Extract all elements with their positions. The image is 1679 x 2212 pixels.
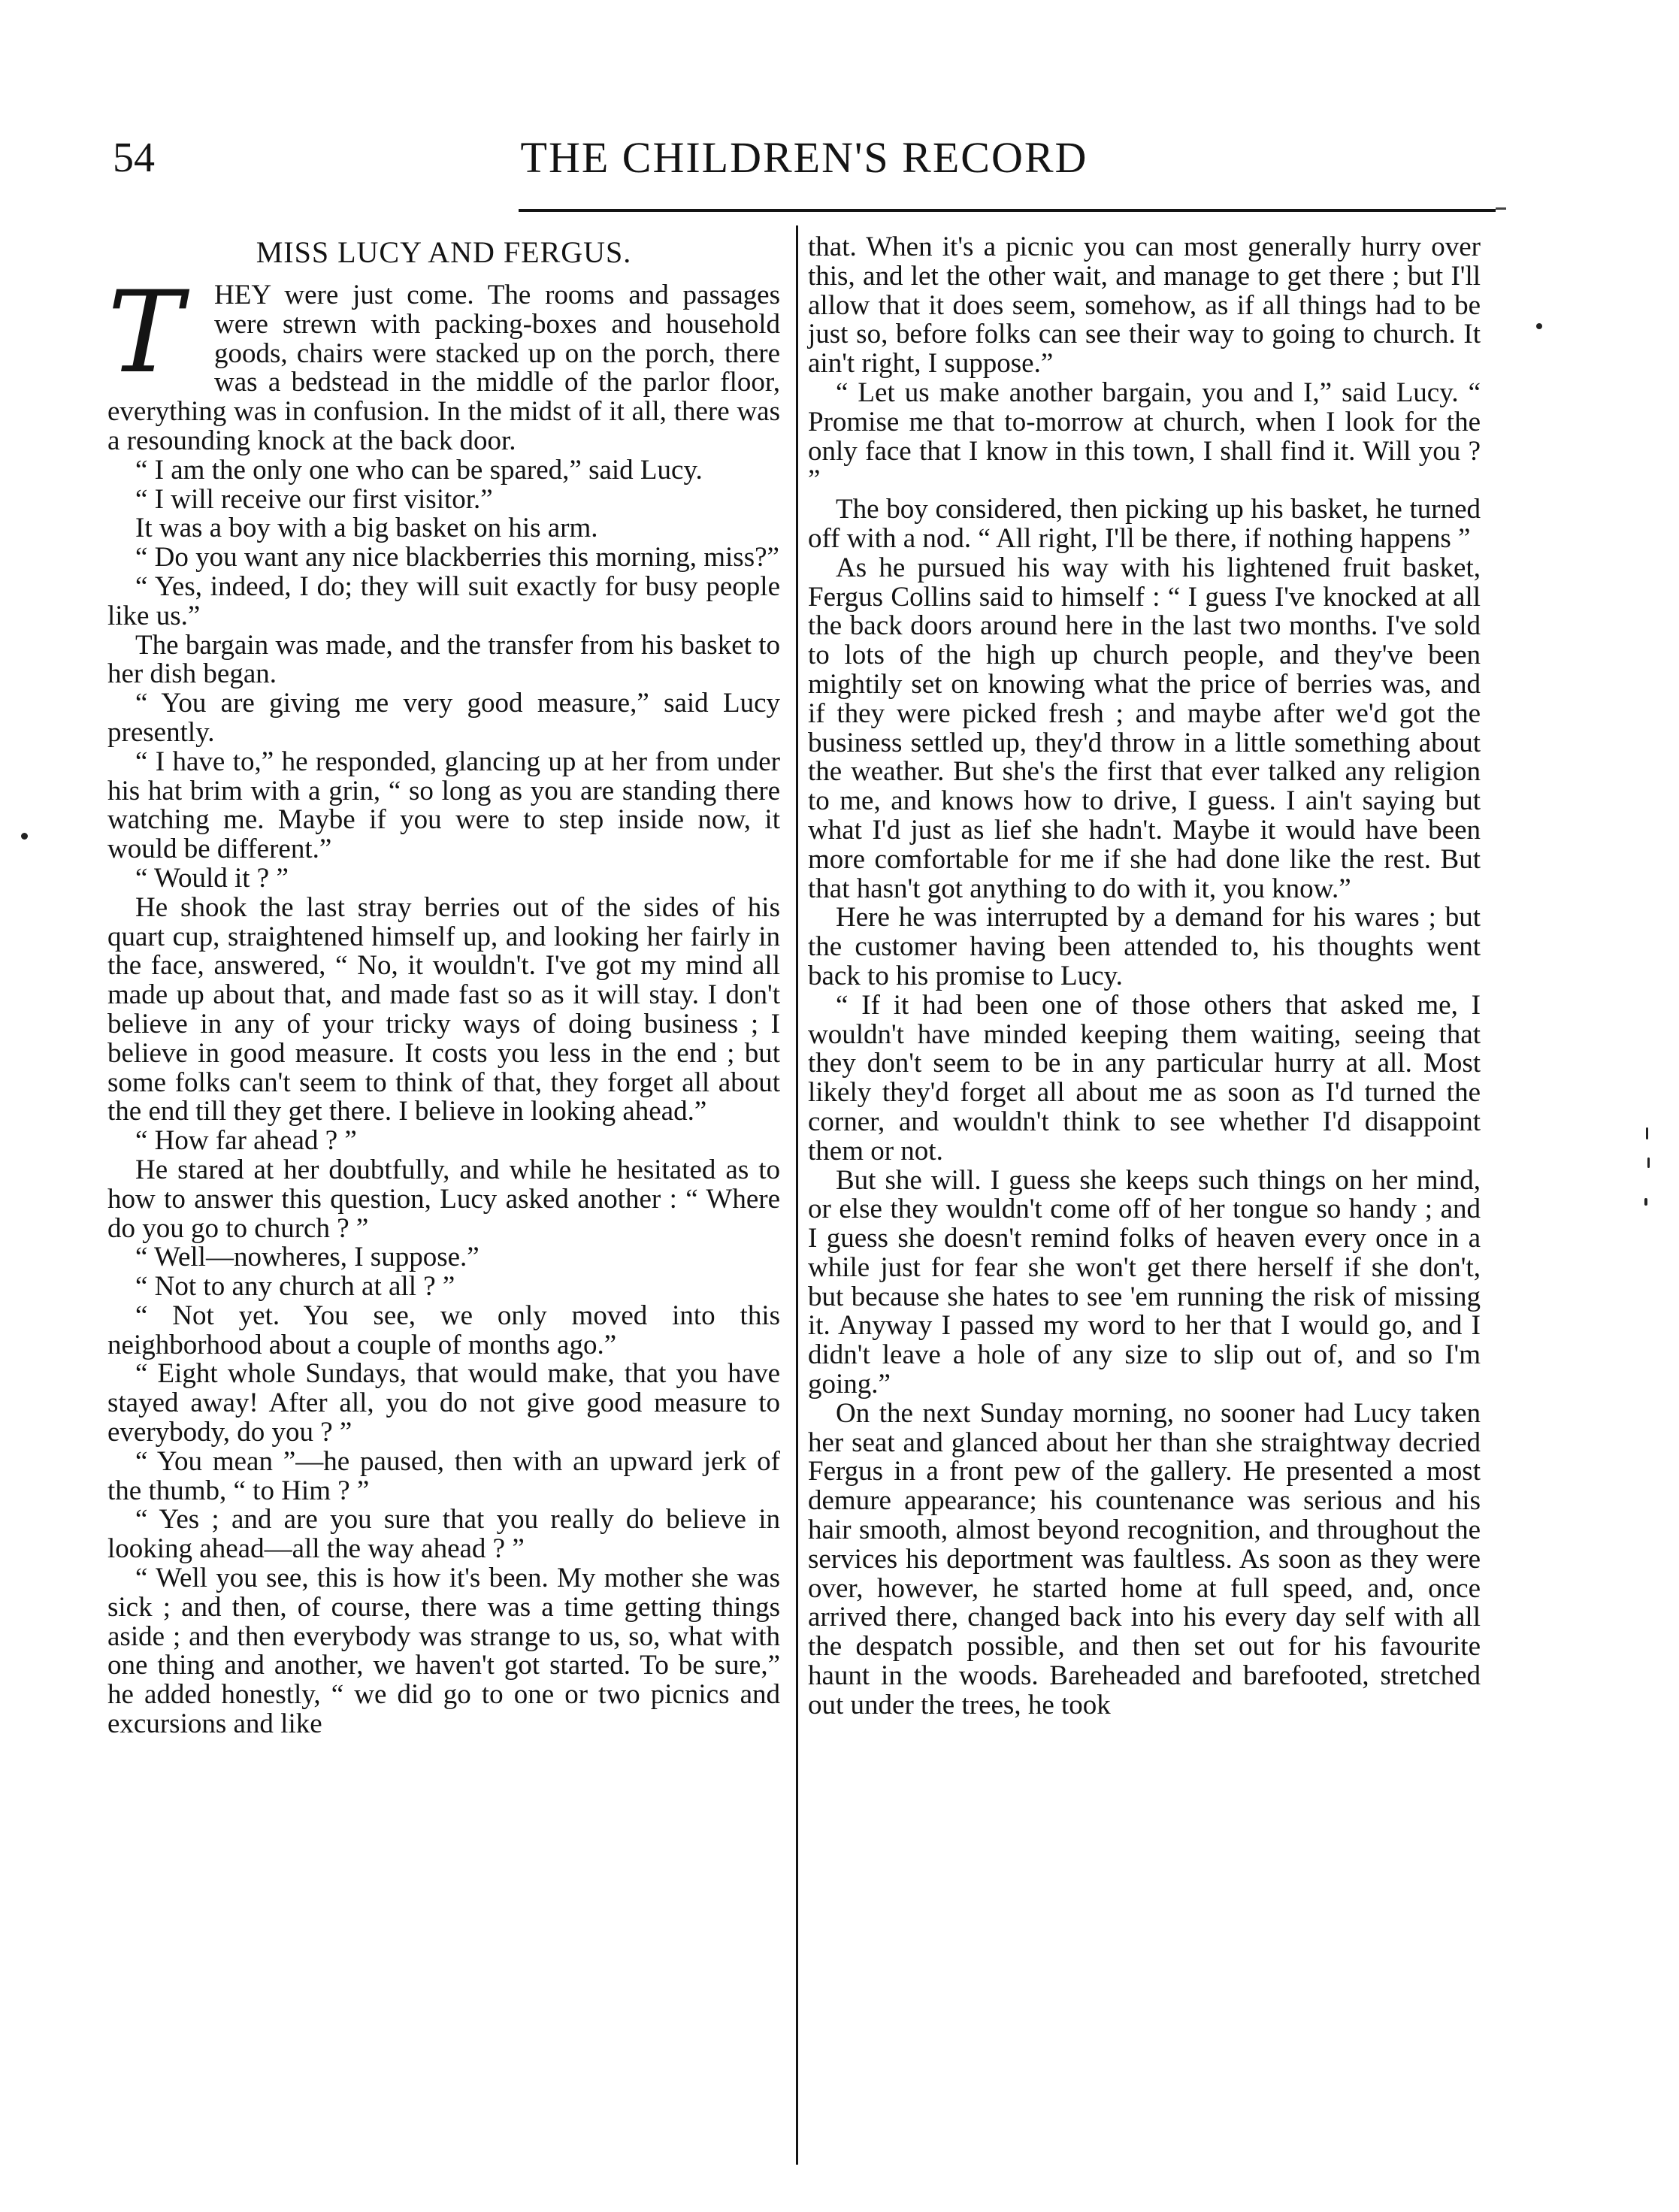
header-rule: [519, 209, 1496, 212]
paragraph: On the next Sunday morning, no sooner had Lucy taken her seat and glanced about her than she straightway decried Fergus in a front pew of the gallery. He presented a most demure appearance; his countenance was serious and his hair smooth, almost beyond recognition, and throughout the services his deportment was faultless. As soon as they were over, however, he started home at full speed, and, once arrived there, changed back into his every day self with all the despatch possible, and then set out for his favourite haunt in the woods. Bareheaded and barefooted, stretched out under the trees, he took: [808, 1397, 1481, 1720]
paragraph: HEY were just come. The rooms and passages were strewn with packing-boxes and household goods, chairs were stacked up on the porch, there was a bedstead in the middle of the parlor floor, everything was in confusion. In the midst of it all, there was a resounding knock at the back door.: [107, 280, 780, 456]
paragraph: “ Eight whole Sundays, that would make, that you have stayed away! After all, you do not give good measure to everybody, do you ? ”: [107, 1358, 780, 1448]
paragraph: “ Would it ? ”: [135, 862, 289, 894]
paragraph: “ Not yet. You see, we only moved into this neighborhood about a couple of months ago.”: [107, 1300, 780, 1360]
header-rule-end: [1496, 207, 1506, 210]
print-speck: [1646, 1127, 1648, 1139]
page-header: [113, 135, 1496, 195]
print-speck: [1644, 1198, 1647, 1206]
paragraph: “ I am the only one who can be spared,” said Lucy.: [135, 454, 703, 486]
paragraph: “ Do you want any nice blackberries this morning, miss?”: [135, 542, 779, 573]
left-column: [107, 233, 780, 1739]
paragraph: He shook the last stray berries out of the sides of his quart cup, straightened himself up, and looking her fairly in the face, answered, “ No, it wouldn't. I've got my mind all made up about that, and made fast so as it will stay. I don't believe in any of your tricky ways of doing business ; I believe in good measure. It costs you less in the end ; but some folks can't seem to think of that, they forget all about the end till they get there. I believe in looking ahead.”: [107, 891, 780, 1127]
paragraph: “ Yes, indeed, I do; they will suit exactly for busy people like us.”: [107, 570, 780, 631]
print-speck: [1536, 323, 1542, 329]
paragraph: As he pursued his way with his lightened fruit basket, Fergus Collins said to himself : “ I guess I've knocked at all the back doors around here in the last two months. I've sold to lots of the high up church people, and they've been mightily set on knowing what the price of berries was, and if they were picked fresh ; and maybe after we'd got the business settled up, they'd throw in a little something about the weather. But she's the first that ever talked any religion to me, and knows how to drive, I guess. I ain't saying but what I'd just as lief she hadn't. Maybe it would have been more comfortable for me if she had done like the rest. But that hasn't got anything to do with it, you know.”: [808, 552, 1481, 904]
article-title: MISS LUCY AND FERGUS.: [256, 235, 632, 269]
paragraph: “ I have to,” he responded, glancing up at her from under his hat brim with a grin, “ so long as you are standing there watching me. Maybe if you were to step inside now, it would be different.”: [107, 746, 780, 865]
column-divider: [796, 225, 798, 2165]
paragraph: But she will. I guess she keeps such things on her mind, or else they wouldn't come off of her tongue so handy ; and I guess she doesn't remind folks of heaven every once in a while just for fear she won't get there herself if she don't, but because she hates to see 'em running the risk of missing it. Anyway I passed my word to her that I would go, and I didn't leave a hole of any size to slip out of, and so I'm going.”: [808, 1164, 1481, 1400]
print-speck: [21, 833, 28, 840]
right-column: [808, 233, 1481, 1720]
paragraph: “ Well—nowheres, I suppose.”: [135, 1242, 479, 1273]
running-title: THE CHILDREN'S RECORD: [520, 133, 1088, 182]
paragraph: He stared at her doubtfully, and while he hesitated as to how to answer this question, Lucy asked another : “ Where do you go to church ? ”: [107, 1154, 780, 1244]
paragraph: “ How far ahead ? ”: [135, 1125, 357, 1157]
paragraph: “ You mean ”—he paused, then with an upward jerk of the thumb, “ to Him ? ”: [107, 1445, 780, 1506]
paragraph: Here he was interrupted by a demand for his wares ; but the customer having been attended to, his thoughts went back to his promise to Lucy.: [808, 902, 1481, 991]
paragraph: “ Yes ; and are you sure that you really do believe in looking ahead—all the way ahead ? ”: [107, 1504, 780, 1565]
drop-cap-initial: T: [107, 268, 183, 398]
paragraph: The boy considered, then picking up his basket, he turned off with a nod. “ All right, I'll be there, if nothing happens ”: [808, 494, 1481, 554]
paragraph: “ Well you see, this is how it's been. My mother she was sick ; and then, of course, there was a time getting things aside ; and then everybody was strange to us, so, what with one thing and another, we haven't got started. To be sure,” he added honestly, “ we did go to one or two picnics and excursions and like: [107, 1563, 780, 1740]
paragraph: The bargain was made, and the transfer from his basket to her dish began.: [107, 629, 780, 690]
paragraph: “ You are giving me very good measure,” said Lucy presently.: [107, 688, 780, 748]
paragraph: “ Not to any church at all ? ”: [135, 1271, 455, 1303]
print-speck: [1647, 1157, 1650, 1168]
paragraph: “ Let us make another bargain, you and I,” said Lucy. “ Promise me that to-morrow at church, when I look for the only face that I know in this town, I shall find it. Will you ? ”: [808, 377, 1481, 496]
paragraph: “ If it had been one of those others that asked me, I wouldn't have minded keeping them waiting, seeing that they don't seem to be in any particular hurry at all. Most likely they'd forget all about me as soon as I'd turned the corner, and wouldn't think to see whether I'd disappoint them or not.: [808, 989, 1481, 1167]
page-number: 54: [113, 135, 155, 181]
paragraph: It was a boy with a big basket on his arm.: [135, 513, 598, 544]
paragraph: “ I will receive our first visitor.”: [135, 483, 493, 515]
paragraph: that. When it's a picnic you can most generally hurry over this, and let the other wait, and manage to get there ; but I'll allow that it does seem, somehow, as if all things had to be just so, before folks can see their way to going to church. It ain't right, I suppose.”: [808, 231, 1481, 380]
